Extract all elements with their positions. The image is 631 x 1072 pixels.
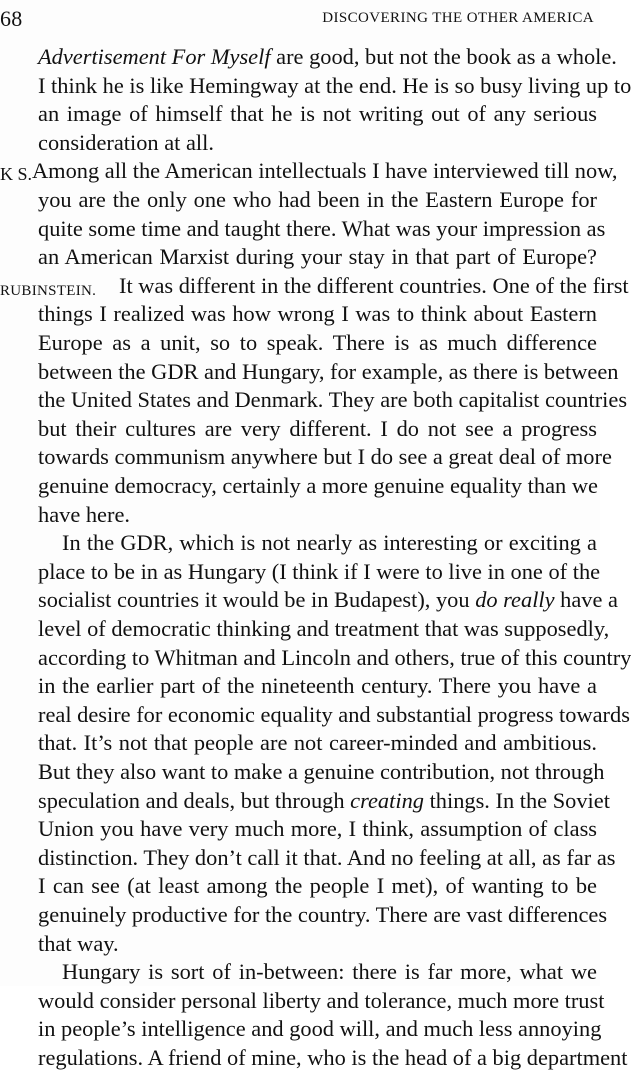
italic-run: do really <box>475 587 555 612</box>
text-line: quite some time and taught there. What was your impression as <box>38 216 606 241</box>
text-line: But they also want to make a genuine contribution, not through <box>38 759 605 784</box>
text-line: would consider personal liberty and tolerance, much more trust <box>38 988 605 1013</box>
page-header <box>0 6 600 31</box>
text-line: real desire for economic equality and substantial progress towards <box>38 702 630 727</box>
text-line: level of democratic thinking and treatment that was supposedly, <box>38 616 610 641</box>
text-line: Union you have very much more, I think, assumption of class <box>38 816 597 841</box>
text-line: genuine democracy, certainly a more genuine equality than we <box>38 473 598 498</box>
text-line: place to be in as Hungary (I think if I were to live in one of the <box>38 559 601 584</box>
speaker-label: RUBINSTEIN. <box>0 283 97 299</box>
text-line: between the GDR and Hungary, for example, as there is between <box>38 359 619 384</box>
text-line: an image of himself that he is not writing out of any serious <box>38 101 597 126</box>
text-line: have here. <box>38 502 130 527</box>
text-line: It was different in the different countries. One of the first <box>119 273 629 298</box>
text-run: speculation and deals, but through <box>38 788 351 813</box>
text-run: things. In the Soviet <box>423 788 610 813</box>
italic-run: Advertisement For Myself <box>38 44 271 69</box>
text-run: socialist countries it would be in Budapest), you <box>38 587 476 612</box>
speaker-label: K S. <box>0 164 33 184</box>
text-line: Hungary is sort of in-between: there is far more, what we <box>62 959 597 984</box>
text-line: Among all the American intellectuals I have interviewed till now, <box>32 158 618 183</box>
text-line: Europe as a unit, so to speak. There is as much difference <box>38 330 597 355</box>
text-line: regulations. A friend of mine, who is the head of a big department <box>38 1045 628 1070</box>
text-line <box>38 586 618 614</box>
text-line: I can see (at least among the peoplе I met), of wanting to be <box>38 873 597 898</box>
text-line: that. It’s not that people are not career-minded and ambitious. <box>38 730 597 755</box>
italic-run: creating <box>350 788 424 813</box>
text-line: in the earlier part of the nineteenth century. There you have a <box>38 673 597 698</box>
text-line: an American Marxist during your stay in that part of Europe? <box>38 244 597 269</box>
text-line <box>38 43 617 71</box>
text-line: towards communism anywhere but I do see a great deal of more <box>38 444 612 469</box>
text-run: have a <box>554 587 618 612</box>
text-line <box>38 787 610 815</box>
running-head: DISCOVERING THE OTHER AMERICA <box>322 10 594 26</box>
text-line: I think he is like Hemingway at the end. He is so busy living up to <box>38 73 631 98</box>
text-line: distinction. They don’t call it that. And no feeling at all, as far as <box>38 845 616 870</box>
text-line: the United States and Denmark. They are both capitalist countries <box>38 387 628 412</box>
text-line: but their cultures are very different. I do not see a progress <box>38 416 597 441</box>
text-line: In the GDR, which is not nearly as interesting or exciting a <box>62 530 597 555</box>
text-line: consideration at all. <box>38 130 214 155</box>
text-line: that way. <box>38 931 119 956</box>
page-number: 68 <box>0 6 23 31</box>
text-line: you are the only one who had been in the Eastern Europe for <box>38 187 597 212</box>
text-line: according to Whitman and Lincoln and others, true of this country <box>38 645 631 670</box>
text-line: things I realized was how wrong I was to think about Eastern <box>38 301 597 326</box>
text-line: in people’s intelligence and good will, and much less annoying <box>38 1016 602 1041</box>
text-line: genuinely productive for the country. There are vast differences <box>38 902 608 927</box>
text-run: are good, but not the book as a whole. <box>270 44 617 69</box>
